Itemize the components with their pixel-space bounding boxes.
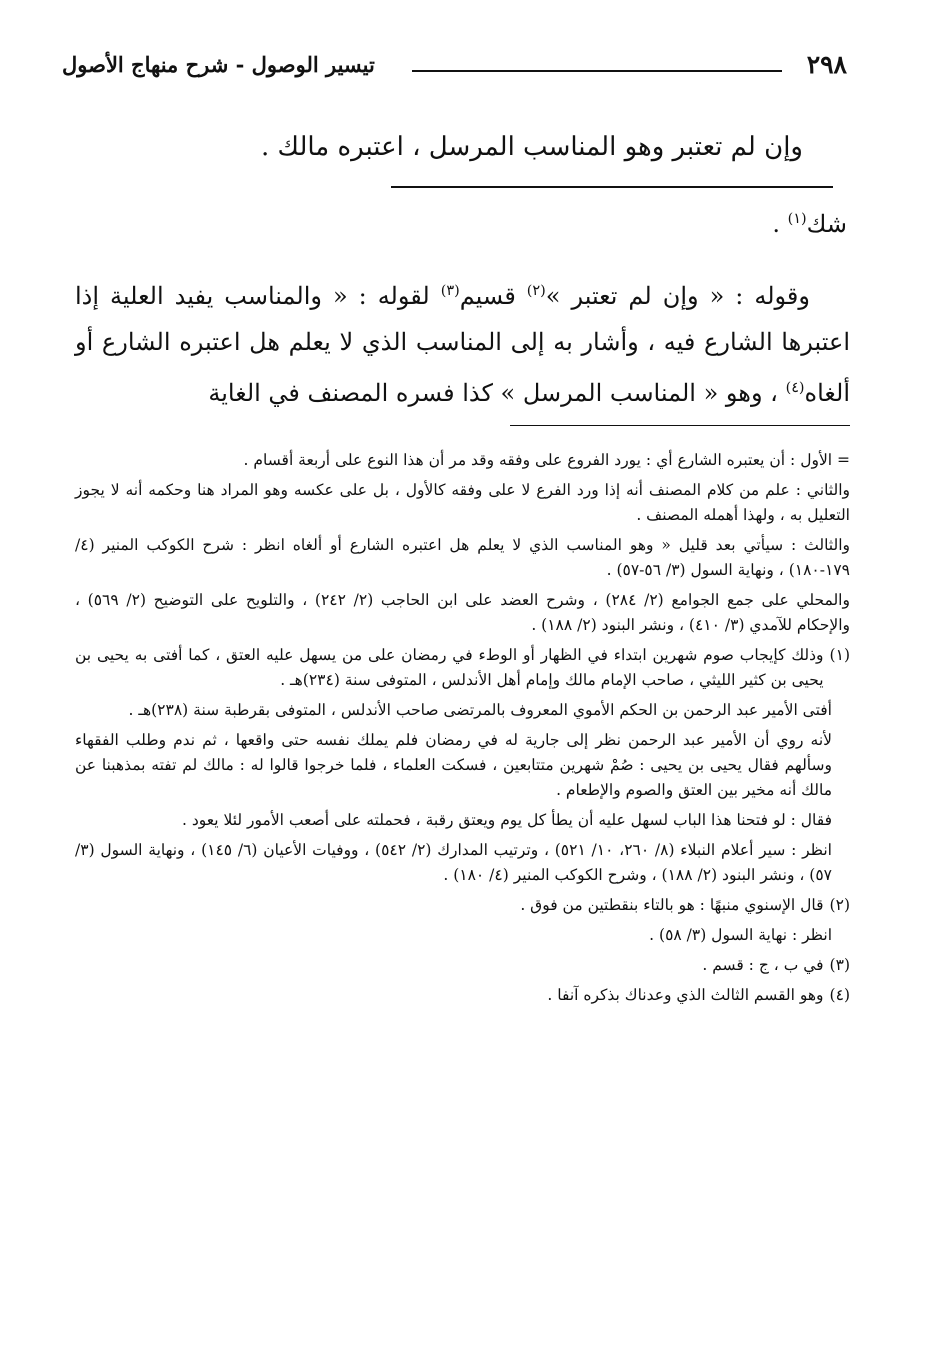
footnote-number: (١) xyxy=(829,646,850,664)
matn-verse: وإن لم تعتبر وهو المناسب المرسل ، اعتبره مالك . xyxy=(261,132,803,162)
footnote-mark-1: (١) xyxy=(787,211,807,227)
footnote-1: (١) وذلك كإيجاب صوم شهرين ابتداء في الظهار أو الوطء في رمضان على من يسهل عليه العتق ، كما أفتى به يحيى بن يحيى بن كثير الليثي ، صاحب الإمام مالك وإمام أهل الأندلس ، المتوفى سنة (٢٣٤)هـ . xyxy=(75,643,850,693)
footnote-separator xyxy=(510,425,850,426)
continued-text: شك$^{(١)}$ . xyxy=(772,210,847,238)
footnote-1-line: لأنه روي أن الأمير عبد الرحمن نظر إلى جارية له في رمضان فلم يملك نفسه حتى واقعها ، ثم ندم وطلب الفقهاء وسألهم فقال يحيى بن يحيى : صُمْ شهرين متتابعين ، فسكت العلماء ، فلما خرجوا قالوا له : مالك لم تفته بمذهبنا عن مالك أنه مخير بين العتق والصوم والإطعام . xyxy=(75,731,832,799)
footnote-continued-line: = الأول : أن يعتبره الشارع أي : يورد الفروع على وفقه وقد مر أن هذا النوع على أربعة أقسام . xyxy=(243,451,850,469)
commentary-paragraph: وقوله : « وإن لم تعتبر »$^{(٢)}$ قسيم$^{(٣)}$ لقوله : « والمناسب يفيد العلية إذا اعتبرها الشارع فيه ، وأشار به إلى المناسب الذي لا يعلم هل اعتبره الشارع أو ألغاه$^{(٤)}$ ، وهو « المناسب المرسل » كذا فسره المصنف في الغاية xyxy=(75,282,850,407)
footnote-4: (٤) وهو القسم الثالث الذي وعدناك بذكره آنفا . xyxy=(75,983,850,1008)
header-rule xyxy=(412,70,782,72)
verse-rule xyxy=(391,186,833,188)
page-number: ٢٩٨ xyxy=(806,50,847,79)
footnote-1-line: أفتى الأمير عبد الرحمن بن الحكم الأموي المعروف بالمرتضى صاحب الأندلس ، المتوفى بقرطبة سنة (٢٣٨)هـ . xyxy=(128,701,832,719)
footnote-number: (٣) xyxy=(829,956,850,974)
footnote-mark-3: (٣) xyxy=(440,283,460,299)
footnote-mark-2: (٢) xyxy=(526,283,546,299)
footnote-continued-line: والثالث : سيأتي بعد قليل « وهو المناسب الذي لا يعلم هل اعتبره الشارع أو ألغاه انظر : شرح الكوكب المنير (٤/ ١٧٩-١٨٠) ، ونهاية السول (٣/ ٥٦-٥٧) . xyxy=(75,536,850,579)
footnote-3: (٣) في ب ، ج : قسم . xyxy=(75,953,850,978)
footnote-continued-line: والثاني : علم من كلام المصنف أنه إذا ورد الفرع لا على وفقه كالأول ، بل على عكسه وهو المراد هنا وحكمه أنه لا يجوز التعليل به ، ولهذا أهمله المصنف . xyxy=(75,481,850,524)
footnote-number: (٢) xyxy=(829,896,850,914)
running-title: تيسير الوصول - شرح منهاج الأصول xyxy=(62,52,375,77)
footnote-2: (٢) قال الإسنوي منبهًا : هو بالتاء بنقطتين من فوق . xyxy=(75,893,850,918)
footnote-1-line: انظر : سير أعلام النبلاء (٨/ ٢٦٠، ١٠/ ٥٢١) ، وترتيب المدارك (٢/ ٥٤٢) ، ووفيات الأعيان (٦/ ١٤٥) ، ونهاية السول (٣/ ٥٧) ، ونشر البنود (٢/ ١٨٨) ، وشرح الكوكب المنير (٤/ ١٨٠) . xyxy=(75,841,832,884)
footnote-mark-4: (٤) xyxy=(785,380,805,396)
footnote-2-line: انظر : نهاية السول (٣/ ٥٨) . xyxy=(649,926,832,944)
footnotes xyxy=(75,448,850,1013)
footnote-1-line: فقال : لو فتحنا هذا الباب لسهل عليه أن يطأ كل يوم ويعتق رقبة ، فحملته على أصعب الأمور لئلا يعود . xyxy=(181,811,832,829)
footnote-number: (٤) xyxy=(829,986,850,1004)
footnote-continued-line: والمحلي على جمع الجوامع (٢/ ٢٨٤) ، وشرح العضد على ابن الحاجب (٢/ ٢٤٢) ، والتلويح على التوضيح (٢/ ٥٦٩) ، والإحكام للآمدي (٣/ ٤١٠) ، ونشر البنود (٢/ ١٨٨) . xyxy=(75,591,850,634)
